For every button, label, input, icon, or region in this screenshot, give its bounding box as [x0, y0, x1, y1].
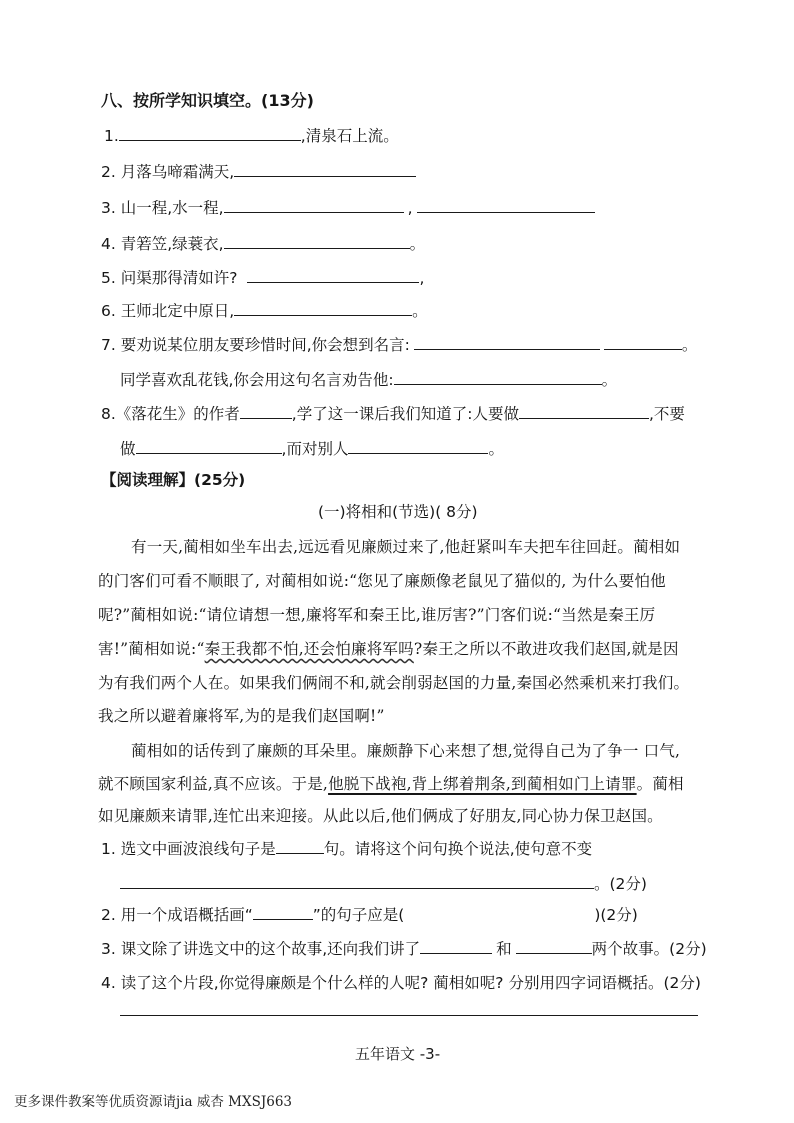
- question-number: 1.: [104, 127, 119, 145]
- passage-text: 害!”蔺相如说:“: [98, 640, 205, 658]
- section-heading: 八、按所学知识填空。(13分): [101, 91, 314, 110]
- answer-blank[interactable]: [516, 938, 592, 954]
- passage-line: 有一天,蔺相如坐车出去,远远看见廉颇过来了,他赶紧叫车夫把车往回赶。蔺相如: [131, 538, 681, 556]
- question-text: 8.《落花生》的作者: [101, 405, 240, 423]
- passage-line: [98, 772, 698, 794]
- question-text: )(2分): [594, 906, 638, 924]
- answer-blank[interactable]: [394, 369, 602, 385]
- answer-blank[interactable]: [247, 267, 419, 283]
- question-text: ,: [419, 269, 425, 287]
- answer-blank[interactable]: [420, 938, 492, 954]
- passage-line: 如见廉颇来请罪,连忙出来迎接。从此以后,他们俩成了好朋友,同心协力保卫赵国。: [98, 807, 663, 825]
- question-text: 。: [681, 336, 698, 354]
- answer-blank[interactable]: [120, 873, 594, 889]
- passage-line: 为有我们两个人在。如果我们俩闹不和,就会削弱赵国的力量,秦国必然乘机来打我们。: [98, 674, 690, 692]
- question-text: 2. 用一个成语概括画“: [101, 906, 253, 924]
- passage-text: 就不顾国家利益,真不应该。于是,: [98, 775, 329, 793]
- question-text: ,清泉石上流。: [300, 127, 399, 145]
- answer-blank[interactable]: [224, 197, 404, 213]
- question-text: 做: [120, 440, 136, 458]
- passage-line: 我之所以避着廉将军,为的是我们赵国啊!”: [98, 707, 385, 725]
- question-text: 5. 问渠那得清如许?: [101, 269, 238, 287]
- answer-blank[interactable]: [417, 197, 595, 213]
- reading-question-1: [101, 837, 592, 859]
- question-text: 。: [412, 302, 428, 320]
- answer-blank[interactable]: [136, 438, 282, 454]
- passage-line: 蔺相如的话传到了廉颇的耳朵里。廉颇静下心来想了想,觉得自己为了争一 口气,: [131, 742, 681, 760]
- question-6: [101, 299, 428, 321]
- question-text: 。(2分): [594, 875, 647, 893]
- question-5: [101, 266, 424, 288]
- answer-blank[interactable]: [276, 838, 324, 854]
- reading-question-1-answer: [120, 872, 647, 894]
- question-text: 两个故事。(2分): [591, 940, 707, 958]
- answer-blank[interactable]: [253, 904, 313, 920]
- question-7-line-1: [101, 333, 697, 355]
- reading-question-4: 4. 读了这个片段,你觉得廉颇是个什么样的人呢? 蔺相如呢? 分别用四字词语概括。(2分): [101, 974, 701, 992]
- question-text: 和: [496, 940, 512, 958]
- question-text: ”的句子应是(: [312, 906, 405, 924]
- question-text: 。: [601, 371, 618, 389]
- question-8-line-2: [120, 437, 504, 459]
- question-text: 6. 王师北定中原日,: [101, 302, 235, 320]
- reading-question-2: [101, 903, 638, 925]
- wavy-underlined-sentence: 秦王我都不怕,还会怕廉将军吗: [204, 640, 414, 658]
- question-text: 4. 青箬笠,绿蓑衣,: [101, 235, 224, 253]
- promo-footer: 更多课件教案等优质资源请jia 威杏 MXSJ663: [14, 1094, 292, 1110]
- reading-heading: 【阅读理解】(25分): [101, 471, 246, 489]
- question-text: 同学喜欢乱花钱,你会用这句名言劝告他:: [120, 371, 394, 389]
- page-footer-label: 五年语文 -3-: [355, 1045, 441, 1063]
- question-text: ,学了这一课后我们知道了:人要做: [291, 405, 519, 423]
- passage-text: 。蔺相: [636, 775, 684, 793]
- answer-blank[interactable]: [234, 161, 416, 177]
- question-text: 句。请将这个问句换个说法,使句意不变: [323, 840, 593, 858]
- answer-blank[interactable]: [234, 300, 412, 316]
- answer-blank[interactable]: [604, 334, 682, 350]
- question-2: [101, 160, 416, 182]
- passage-line: 的门客们可看不顺眼了, 对蔺相如说:“您见了廉颇像老鼠见了猫似的, 为什么要怕他: [98, 572, 666, 590]
- question-text: ,而对别人: [281, 440, 349, 458]
- question-8-line-1: [101, 402, 685, 424]
- reading-question-3: [101, 937, 707, 959]
- question-4: [101, 232, 425, 254]
- underlined-sentence: 他脱下战袍,背上绑着荆条,到蔺相如门上请罪: [328, 775, 637, 793]
- answer-blank[interactable]: [414, 334, 600, 350]
- question-1: [104, 124, 399, 146]
- passage-line: 呢?”蔺相如说:“请位请想一想,廉将军和秦王比,谁厉害?”门客们说:“当然是秦王厉: [98, 606, 656, 624]
- question-text: ,不要: [648, 405, 685, 423]
- separator: ,: [407, 199, 413, 217]
- answer-blank[interactable]: [240, 403, 292, 419]
- question-3: [101, 196, 595, 218]
- answer-blank[interactable]: [119, 125, 301, 141]
- question-text: 2. 月落乌啼霜满天,: [101, 163, 235, 181]
- passage-text: ?秦王之所以不敢进攻我们赵国,就是因: [413, 640, 679, 658]
- answer-blank[interactable]: [224, 233, 410, 249]
- question-text: 。: [409, 235, 426, 253]
- question-text: 7. 要劝说某位朋友要珍惜时间,你会想到名言:: [101, 336, 410, 354]
- answer-blank[interactable]: [519, 403, 649, 419]
- answer-blank[interactable]: [348, 438, 488, 454]
- passage-title: (一)将相和(节选)( 8分): [318, 503, 478, 521]
- question-text: 1. 选文中画波浪线句子是: [101, 840, 276, 858]
- answer-line[interactable]: [120, 1015, 698, 1016]
- question-text: 3. 课文除了讲选文中的这个故事,还向我们讲了: [101, 940, 421, 958]
- question-text: 3. 山一程,水一程,: [101, 199, 224, 217]
- passage-line: [98, 637, 698, 659]
- question-7-line-2: [120, 368, 617, 390]
- question-text: 。: [488, 440, 504, 458]
